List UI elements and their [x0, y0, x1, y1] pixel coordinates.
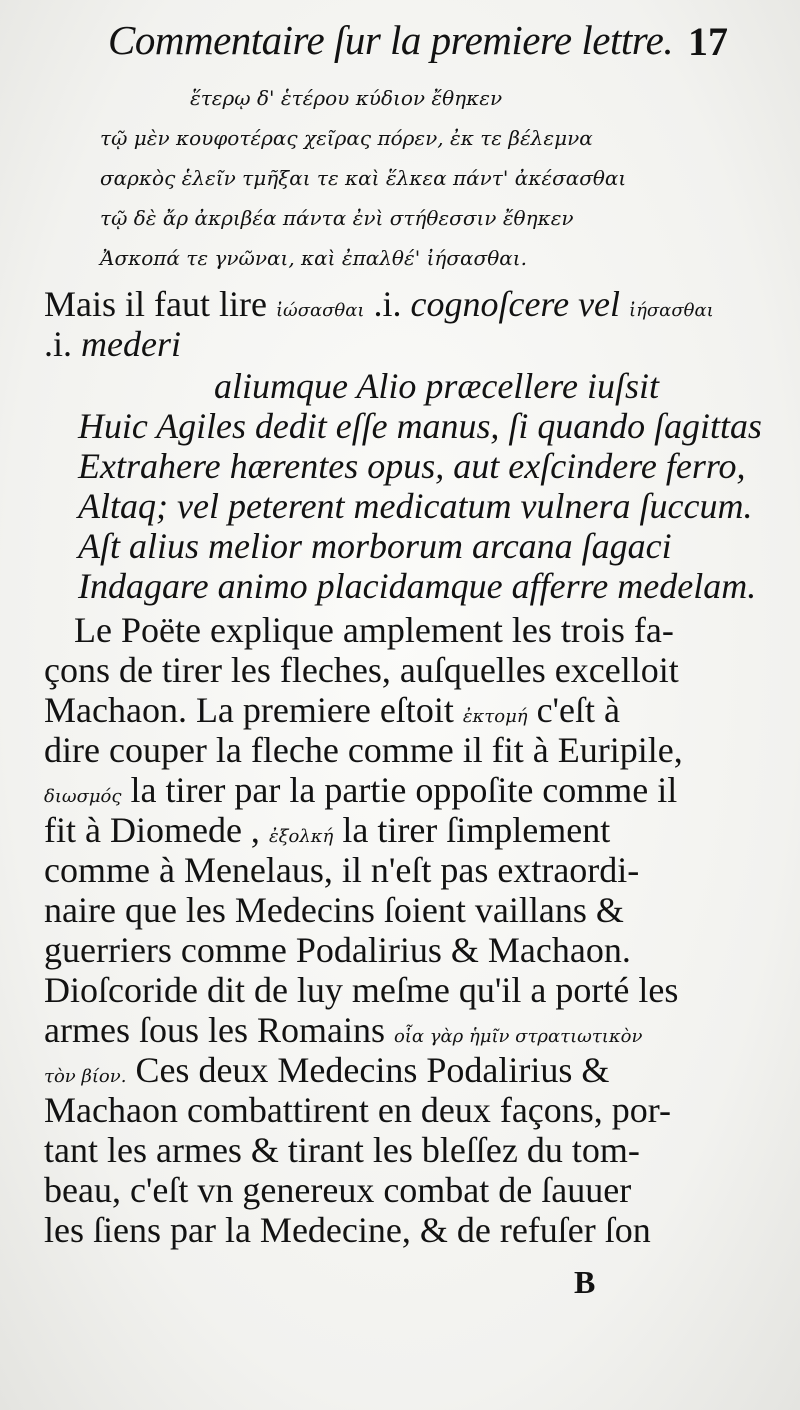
verse-line: aliumque Alio præcellere iuſsit — [214, 366, 659, 406]
body-line: Le Poëte explique amplement les trois fa- — [74, 610, 674, 650]
body-line: διωσμός la tirer par la partie oppoſite comme il — [44, 770, 678, 810]
body-line: guerriers comme Podalirius & Machaon. — [44, 930, 631, 970]
body-line: beau, c'eſt vn genereux combat de ſauuer — [44, 1170, 632, 1210]
body-line: dire couper la fleche comme il fit à Euripile, — [44, 730, 683, 770]
verse-line: Indagare animo placidamque afferre medelam. — [78, 566, 757, 606]
greek-quote-line: σαρκὸς ἑλεῖν τμῆξαι τε καὶ ἕλκεα πάντ' ἀκέσασθαι — [100, 166, 627, 190]
intro-line-1: Mais il faut lire ἰώσασθαι .i. cognoſcere vel ἰήσασθαι — [44, 284, 714, 324]
greek-quotation — [100, 78, 660, 278]
body-line: fit à Diomede , ἐξολκή la tirer ſimplement — [44, 810, 611, 850]
intro-line-2: .i. mederi — [44, 324, 181, 364]
body-line: armes ſous les Romains οἷα γὰρ ἡμῖν στρατιωτικὸν — [44, 1010, 643, 1050]
greek-quote-line: Ἀσκοπά τε γνῶναι, καὶ ἐπαλθέ' ἰήσασθαι. — [100, 246, 527, 270]
verse-line: Extrahere hærentes opus, aut exſcindere ferro, — [78, 446, 746, 486]
body-line: comme à Menelaus, il n'eſt pas extraordi- — [44, 850, 640, 890]
running-header — [108, 14, 728, 70]
body-line: Machaon combattirent en deux façons, por- — [44, 1090, 672, 1130]
body-line: tant les armes & tirant les bleſſez du tom- — [44, 1130, 640, 1170]
body-line: Machaon. La premiere eſtoit ἐκτομή c'eſt à — [44, 690, 621, 730]
signature-mark: B — [574, 1264, 596, 1300]
greek-quote-line: τῷ δὲ ἄρ ἀκριβέα πάντα ἐνὶ στήθεσσιν ἔθηκεν — [100, 206, 574, 230]
body-line: Dioſcoride dit de luy meſme qu'il a porté les — [44, 970, 679, 1010]
running-title: Commentaire ſur la premiere lettre. — [108, 17, 674, 63]
greek-quote-line: ἕτερῳ δ' ἑτέρου κύδιον ἔθηκεν — [190, 86, 503, 110]
body-line: τὸν βίον. Ces deux Medecins Podalirius & — [44, 1050, 610, 1090]
body-line: les ſiens par la Medecine, & de refuſer ſon — [44, 1210, 651, 1250]
verse-line: Aſt alius melior morborum arcana ſagaci — [78, 526, 672, 566]
body-line: naire que les Medecins ſoient vaillans & — [44, 890, 624, 930]
verse-line: Huic Agiles dedit eſſe manus, ſi quando ſagittas — [78, 406, 762, 446]
greek-quote-line: τῷ μὲν κουφοτέρας χεῖρας πόρεν, ἐκ τε βέλεμνα — [100, 126, 593, 150]
page-number: 17 — [688, 19, 728, 64]
verse-line: Altaq; vel peterent medicatum vulnera ſuccum. — [78, 486, 753, 526]
body-line: çons de tirer les fleches, auſquelles excelloit — [44, 650, 679, 690]
